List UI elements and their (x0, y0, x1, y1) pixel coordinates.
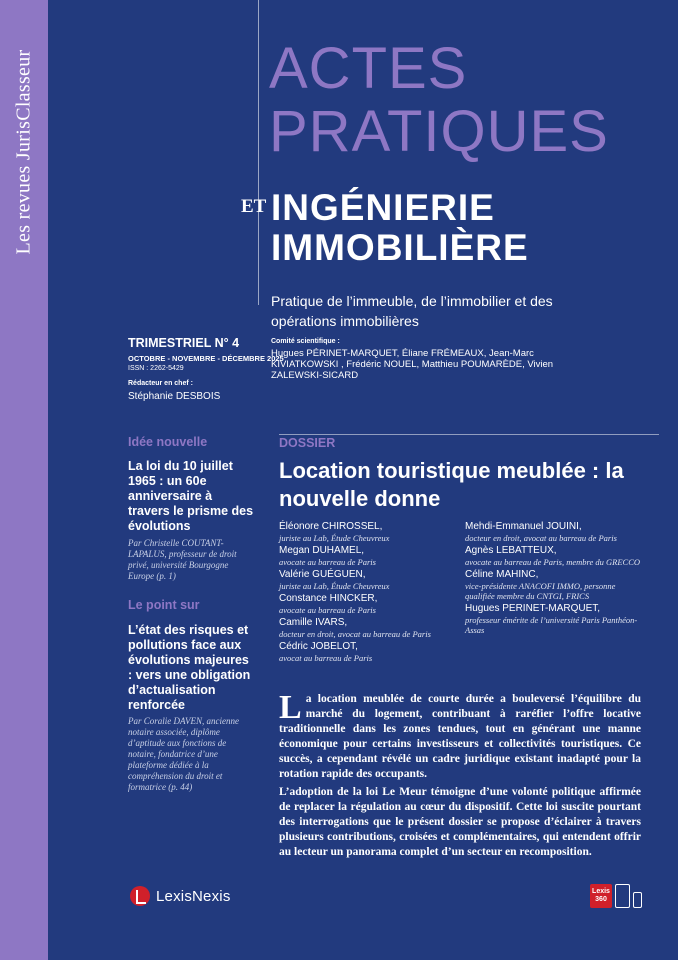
author: Éléonore CHIROSSEL, juriste au Lab, Étude Cheuvreux (279, 521, 390, 543)
section-idee-nouvelle: Idée nouvelle (128, 435, 208, 449)
issn: ISSN : 2262-5429 (128, 365, 184, 372)
section-le-point-sur: Le point sur (128, 598, 200, 612)
article-title: L’état des risques et pollutions face aux évolutions majeures : vers une obligation d’actualisation renforcée (128, 623, 251, 712)
article-byline: Par Coralie DAVEN, ancienne notaire associée, diplôme d’aptitude aux fonctions de notaire, fondatrice d’une plateforme dédiée à la compréhension du droit et formatrice (p. 44) (128, 716, 240, 792)
intro-paragraph: a location meublée de courte durée a bouleversé l’équilibre du marché du logement, contribuant à raréfier l’offre locative traditionnelle dans les zones tendues, tout en générant une manne économique pour certains investisseurs et collectivités touristiques. Ce succès, a cependant révélé un cadre juridique existant inadapté pour la rotation rapide des occupants. (279, 693, 641, 780)
article-title: La loi du 10 juillet 1965 : un 60e anniversaire à travers le prisme des évolutions (128, 459, 254, 533)
sidebar-band (0, 0, 48, 960)
committee-members: Hugues PÉRINET-MARQUET, Éliane FRÉMEAUX, Jean-Marc KIVIATKOWSKI , Frédéric NOUEL, Matthieu POUMARÈDE, Vivien ZALEWSKI-SICARD (271, 348, 554, 381)
author: Megan DUHAMEL, avocate au barreau de Paris (279, 545, 376, 567)
author: Agnès LEBATTEUX, avocate au barreau de Paris, membre du GRECCO (465, 545, 641, 567)
editor-name: Stéphanie DESBOIS (128, 391, 221, 402)
issue-dates: OCTOBRE - NOVEMBRE - DÉCEMBRE 2025 (128, 354, 284, 363)
authors-left (279, 521, 469, 665)
divider (258, 0, 259, 305)
author: Cédric JOBELOT, avocat au barreau de Paris (279, 641, 373, 663)
author: Camille IVARS, docteur en droit, avocat au barreau de Paris (279, 617, 431, 639)
dossier-title: Location touristique meublée : la nouvelle donne (279, 458, 624, 511)
dossier-rule (279, 434, 659, 435)
author: Céline MAHINC, vice-présidente ANACOFI IMMO, personne qualifiée membre du CNTGI, FRICS (465, 569, 616, 601)
author: Hugues PERINET-MARQUET, professeur émérite de l’université Paris Panthéon-Assas (465, 603, 638, 635)
lexis-badge: Lexis 360 (590, 884, 612, 908)
title-line-4: IMMOBILIÈRE (271, 227, 529, 268)
dossier-label: DOSSIER (279, 436, 336, 450)
publisher-icon (130, 886, 150, 906)
author: Valérie GUÉGUEN, juriste au Lab, Étude Cheuvreux (279, 569, 390, 591)
title-line-1: ACTES (269, 36, 468, 101)
publisher-name: LexisNexis (156, 887, 231, 905)
issue-label: TRIMESTRIEL N° 4 (128, 336, 240, 350)
author: Mehdi-Emmanuel JOUINI, docteur en droit, avocat au barreau de Paris (465, 521, 617, 543)
authors-right (465, 521, 640, 637)
article-byline: Par Christelle COUTANT-LAPALUS, professeur de droit privé, université Bourgogne Europe (p. 1) (128, 538, 237, 581)
phone-icon (633, 892, 642, 908)
subtitle: Pratique de l’immeuble, de l’immobilier et des opérations immobilières (271, 293, 553, 329)
title-connector: ET (241, 196, 267, 217)
publisher-logo (130, 886, 231, 906)
dossier-intro (279, 689, 641, 863)
title-line-3: INGÉNIERIE (271, 187, 495, 228)
cover (48, 0, 678, 960)
intro-paragraph: L’adoption de la loi Le Meur témoigne d’une volonté politique affirmée de replacer la régulation au cœur du dispositif. Cette loi suscite pourtant des interrogations que le présent dossier se propose d’éclairer à travers plusieurs contributions, croisées et complémentaires, qui entendent offrir au lecteur un panorama complet d’un secteur en recomposition. (279, 786, 641, 858)
sidebar-text: Les revues JurisClasseur (12, 49, 35, 255)
title-line-2: PRATIQUES (269, 99, 609, 164)
editor-label: Rédacteur en chef : (128, 380, 193, 387)
dropcap: L (279, 689, 302, 726)
committee-label: Comité scientifique : (271, 338, 340, 345)
device-badges (590, 884, 642, 908)
tablet-icon (615, 884, 630, 908)
author: Constance HINCKER, avocate au barreau de Paris (279, 593, 378, 615)
